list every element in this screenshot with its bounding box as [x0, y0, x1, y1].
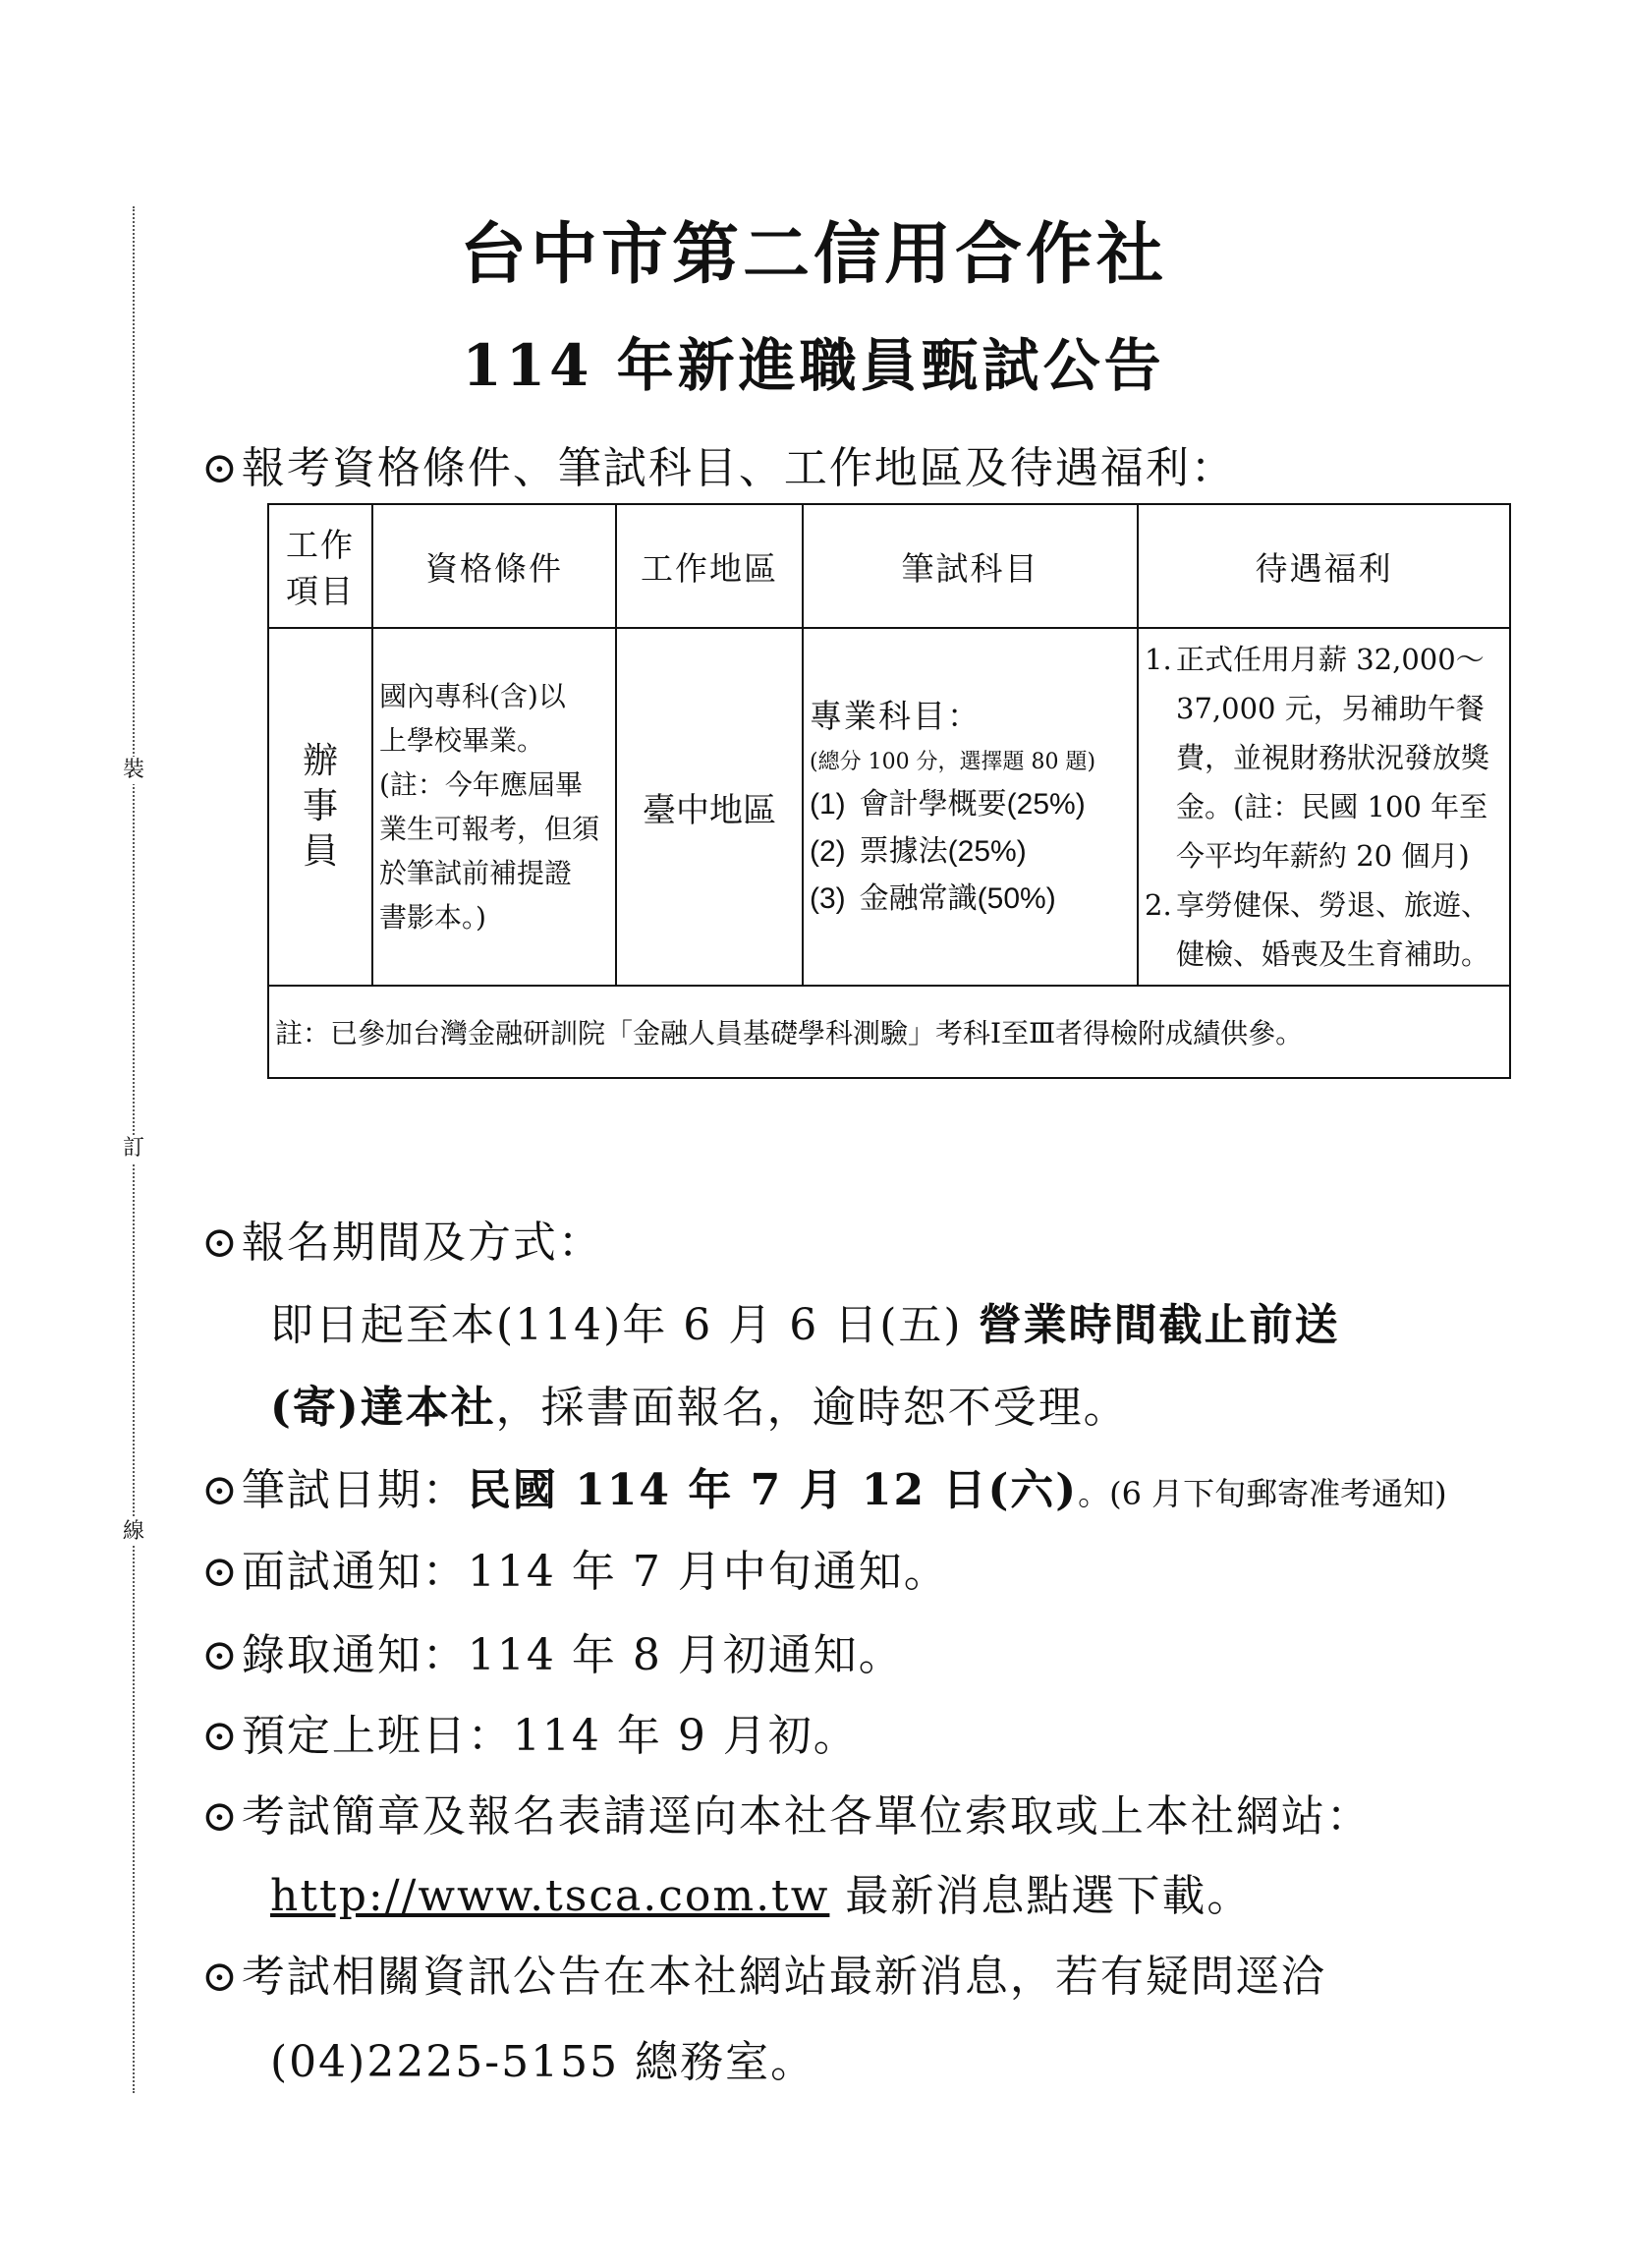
- website-line: http://www.tsca.com.tw 最新消息點選下載。: [270, 1871, 1253, 1921]
- header-qualification: 資格條件: [372, 504, 616, 628]
- requirements-table: [267, 503, 1511, 1079]
- binding-mark-zhuang: 裝: [120, 757, 147, 784]
- registration-line-1: 即日起至本(114)年 6 月 6 日(五) 營業時間截止前送: [270, 1300, 1340, 1350]
- page-title: 台中市第二信用合作社: [459, 215, 1167, 294]
- benefit-item: 2. 享勞健保、勞退、旅遊、健檢、婚喪及生育補助。: [1145, 888, 1490, 971]
- website-link[interactable]: http://www.tsca.com.tw: [270, 1871, 830, 1921]
- work-area-cell: 臺中地區: [616, 628, 803, 986]
- admission-notice: ⊙錄取通知：114 年 8 月初通知。: [201, 1630, 904, 1680]
- bullet-icon: ⊙: [201, 1630, 240, 1680]
- registration-heading: ⊙報名期間及方式：: [201, 1218, 603, 1268]
- requirements-heading: [201, 432, 1236, 495]
- binding-mark-xian: 線: [120, 1518, 147, 1546]
- job-title-cell: 辦 事 員: [268, 628, 372, 986]
- table-footnote-row: [268, 986, 1510, 1078]
- exam-title: 專業科目：: [810, 697, 982, 735]
- brochure-info: ⊙考試簡章及報名表請逕向本社各單位索取或上本社網站：: [201, 1791, 1372, 1842]
- bullet-icon: ⊙: [201, 1791, 240, 1842]
- qualification-cell: 國內專科(含)以 上學校畢業。 (註：今年應屆畢 業生可報考，但須 於筆試前補提證 書影本。): [372, 628, 616, 986]
- bullet-icon: ⊙: [201, 1465, 240, 1515]
- contact-phone: (04)2225-5155 總務室。: [270, 2037, 816, 2087]
- table-footnote: 註：已參加台灣金融研訓院「金融人員基礎學科測驗」考科Ⅰ至Ⅲ者得檢附成績供參。: [268, 986, 1510, 1078]
- contact-info: ⊙考試相關資訊公告在本社網站最新消息，若有疑問逕洽: [201, 1952, 1326, 2002]
- exam-note: (總分 100 分，選擇題 80 題): [810, 750, 1096, 774]
- exam-item: (3) 金融常識(50%): [810, 882, 1056, 915]
- bullet-icon: ⊙: [201, 1711, 240, 1761]
- header-exam: 筆試科目: [803, 504, 1138, 628]
- header-benefits: 待遇福利: [1138, 504, 1510, 628]
- table-header-row: [268, 504, 1510, 628]
- registration-line-2: (寄)達本社，採書面報名，逾時恕不受理。: [270, 1383, 1129, 1433]
- bullet-icon: ⊙: [201, 1218, 240, 1268]
- interview-notice: ⊙面試通知：114 年 7 月中旬通知。: [201, 1547, 949, 1597]
- exam-date: ⊙筆試日期：民國 114 年 7 月 12 日(六)。(6 月下旬郵寄准考通知): [201, 1465, 1447, 1515]
- start-date: ⊙預定上班日：114 年 9 月初。: [201, 1711, 859, 1761]
- bullet-icon: ⊙: [201, 1547, 240, 1597]
- page-subtitle: 114 年新進職員甄試公告: [462, 332, 1165, 399]
- benefits-cell: [1138, 628, 1510, 986]
- bullet-icon: ⊙: [201, 443, 240, 493]
- table-row: [268, 628, 1510, 986]
- header-job: 工作 項目: [268, 504, 372, 628]
- exam-subjects-cell: [803, 628, 1138, 986]
- benefit-item: 1. 正式任用月薪 32,000～37,000 元，另補助午餐費，並視財務狀況發放獎金。(註：民國 100 年至今平均年薪約 20 個月): [1145, 643, 1490, 873]
- binding-mark-ding: 訂: [120, 1135, 147, 1162]
- requirements-heading-text: 報考資格條件、筆試科目、工作地區及待遇福利：: [241, 443, 1236, 493]
- exam-item: (2) 票據法(25%): [810, 835, 1027, 868]
- exam-item: (1) 會計學概要(25%): [810, 788, 1086, 821]
- bullet-icon: ⊙: [201, 1952, 240, 2002]
- header-area: 工作地區: [616, 504, 803, 628]
